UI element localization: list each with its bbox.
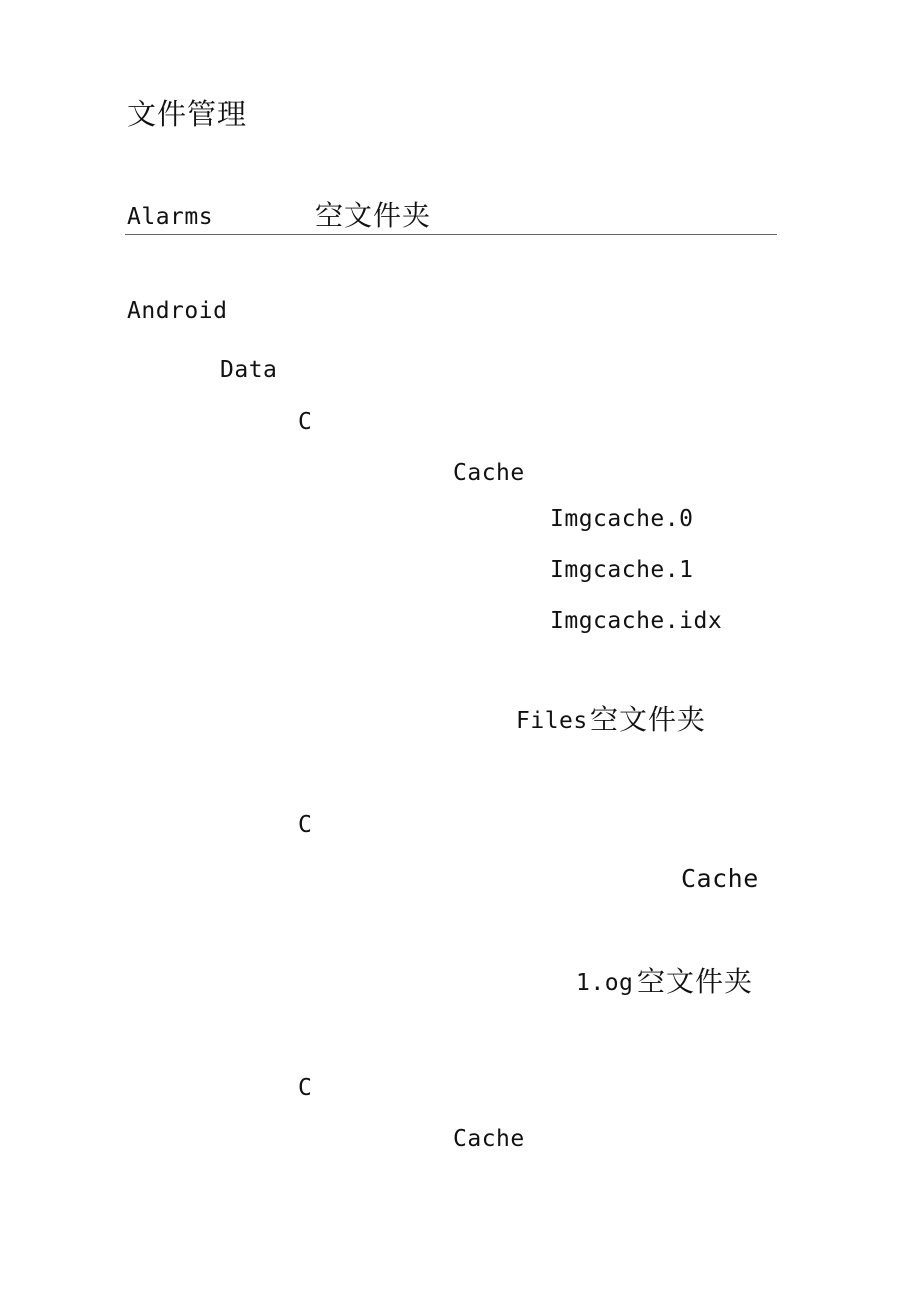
folder-alarms: Alarms	[127, 204, 214, 230]
folder-c-1: C	[298, 409, 313, 435]
folder-c-2: C	[298, 812, 313, 838]
folder-log: 1.og	[576, 970, 634, 996]
folder-data: Data	[220, 357, 278, 383]
files-empty-label: 空文件夹	[590, 703, 707, 736]
folder-files: Files	[516, 708, 588, 734]
alarms-empty-label: 空文件夹	[315, 199, 432, 232]
file-imgcache-idx: Imgcache.idx	[550, 608, 723, 634]
folder-cache-3: Cache	[453, 1126, 525, 1152]
doc-title: 文件管理	[127, 97, 248, 131]
file-imgcache-0: Imgcache.0	[550, 506, 694, 532]
folder-cache-2: Cache	[681, 864, 759, 893]
folder-android: Android	[127, 298, 228, 324]
file-imgcache-1: Imgcache.1	[550, 557, 694, 583]
log-empty-label: 空文件夹	[637, 965, 754, 998]
divider-line	[125, 234, 777, 235]
folder-cache-1: Cache	[453, 460, 525, 486]
folder-c-3: C	[298, 1075, 313, 1101]
